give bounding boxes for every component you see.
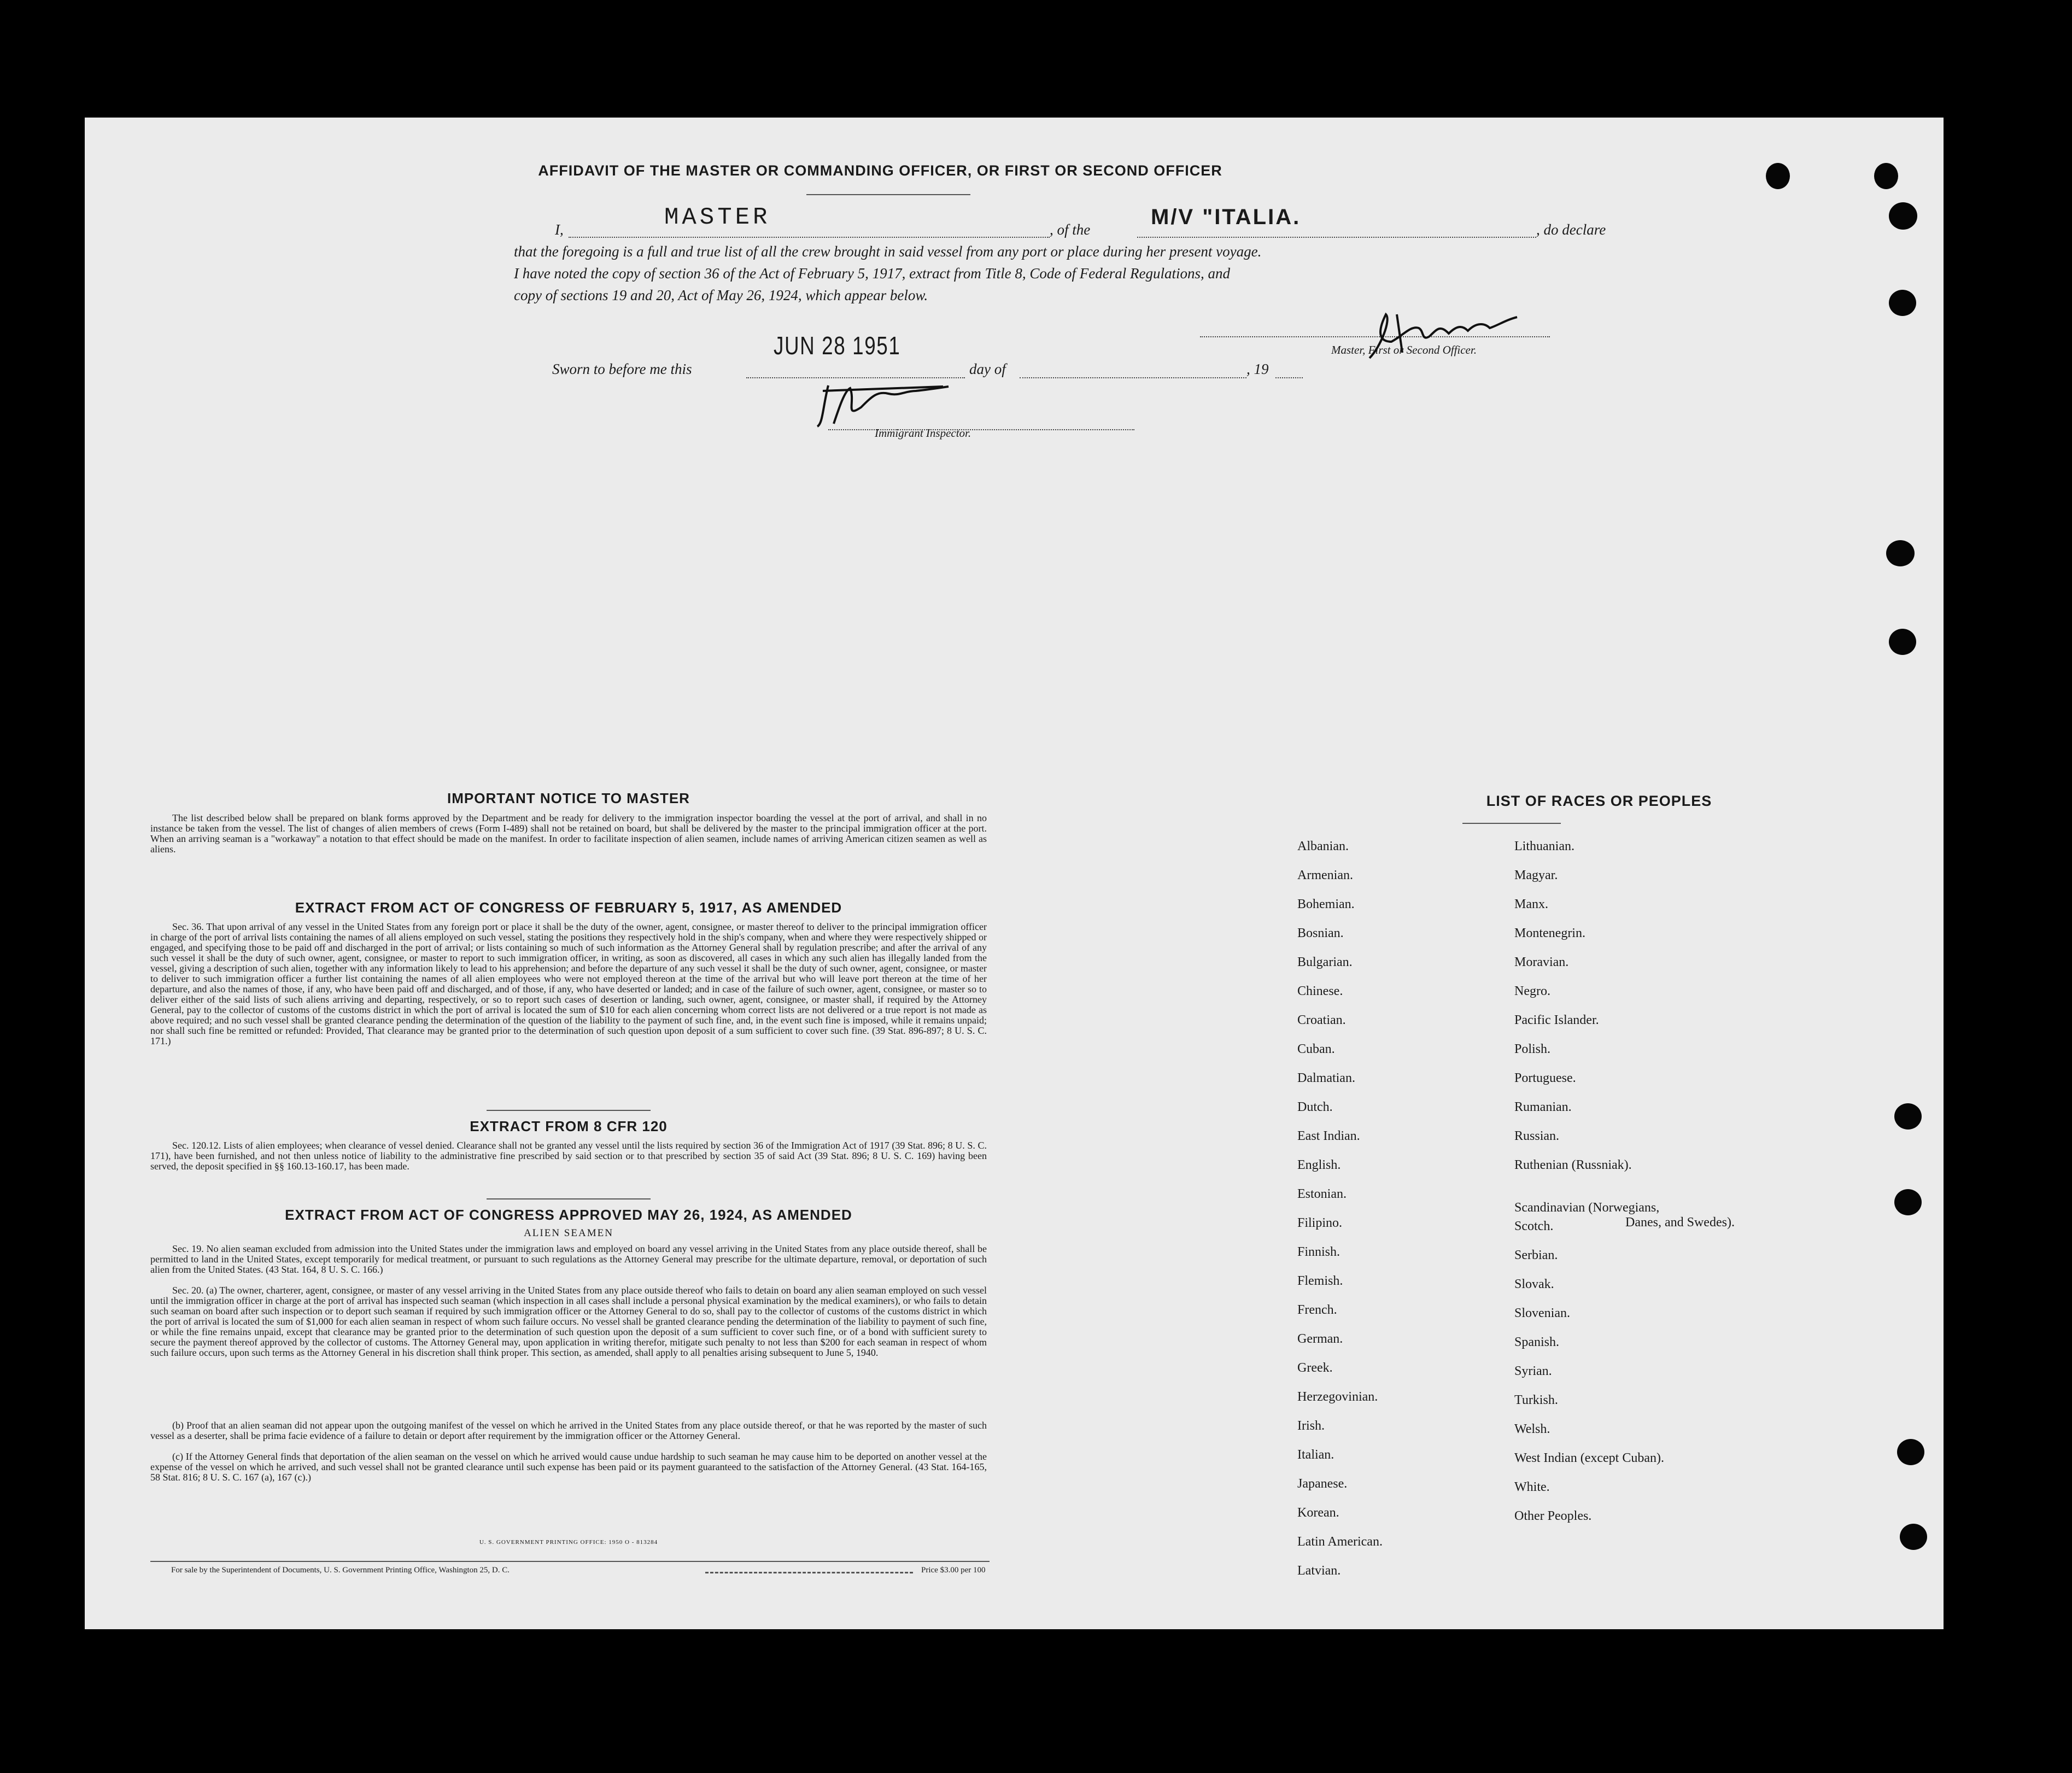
- race-item: Chinese.: [1297, 984, 1343, 998]
- race-item: Other Peoples.: [1514, 1509, 1592, 1523]
- race-item: Armenian.: [1297, 868, 1353, 882]
- footer-price: Price $3.00 per 100: [921, 1566, 986, 1575]
- divider: [487, 1198, 651, 1199]
- race-item: Dutch.: [1297, 1100, 1333, 1114]
- extract-1924-sec19: Sec. 19. No alien seaman excluded from admission into the United States under the immigration laws and employed on board any vessel arriving in the United States from any place outside thereof, shall be permitted to land in the United States, except temporarily for medical treatment, or pursuant to such regulations as the Attorney General may prescribe for the ultimate departure, removal, or deportation of such alien from the United States. (43 Stat. 164, 8 U. S. C. 166.): [150, 1243, 987, 1275]
- extract-1917-title: EXTRACT FROM ACT OF CONGRESS OF FEBRUARY 5, 1917, AS AMENDED: [295, 899, 842, 916]
- race-item: West Indian (except Cuban).: [1514, 1451, 1664, 1465]
- races-title: LIST OF RACES OR PEOPLES: [1486, 793, 1712, 809]
- race-item: White.: [1514, 1480, 1550, 1494]
- extract-1924-sec20a: Sec. 20. (a) The owner, charterer, agent, consignee, or master of any vessel arriving in the United States from any place outside thereof who fails to detain on board any alien seaman employed on such vessel until the immigration officer in charge at the port of arrival has inspected such seaman (which inspection in all cases shall include a personal physical examination by the medical examiners), or who fails to detain such seaman on board after such inspection or to deport such seaman if required by such immigration officer or the Attorney General to do so, shall pay to the collector of customs of the customs district in which the port of arrival is located the sum of $1,000 for each alien seaman in respect of whom such failure occurs. No vessel shall be granted clearance pending the determination of the liability to payment of such fine, or while the fine remains unpaid, except that clearance may be granted prior to the determination of such question upon the deposit of a sum sufficient to cover such fine, or of a bond with sufficient surety to secure the payment thereof approved by the collector of customs. The Attorney General may, upon application in writing therefor, mitigate such penalty to not less than $200 for each seaman in respect of whom such failure occurs, upon such terms as the Attorney General in his discretion shall think proper. This section, as amended, shall apply to all penalties arising subsequent to June 5, 1940.: [150, 1285, 987, 1358]
- extract-cfr-body: Sec. 120.12. Lists of alien employees; when clearance of vessel denied. Clearance shall not be granted any vessel until the lists required by section 36 of the Immigration Act of 1917 (39 Stat. 896; 8 U. S. C. 171), have been furnished, and not then unless notice of liability to the administrative fine prescribed by said section or to that prescribed by section 35 of said Act (39 Stat. 896; 8 U. S. C. 169) having been served, the deposit specified in §§ 160.13-160.17, has been made.: [150, 1140, 987, 1172]
- race-item: Scandinavian (Norwegians,: [1514, 1201, 1660, 1215]
- notice-body: The list described below shall be prepared on blank forms approved by the Department and be ready for delivery to the immigration inspector boarding the vessel at the port of arrival, and shall in no instance be taken from the vessel. The list of changes of alien members of crews (Form I-489) shall not be retained on board, but shall be delivered by the master to the principal immigration officer at the port. When an arriving seaman is a "workaway" a notation to that effect should be made on the manifest. In order to facilitate inspection of alien seamen, include names of arriving American citizen seamen as well as aliens.: [150, 812, 987, 855]
- footer-sale-note: For sale by the Superintendent of Documents, U. S. Government Printing Office, Washington 25, D. C.: [171, 1566, 510, 1575]
- binder-hole: [1894, 1103, 1922, 1130]
- race-item: Moravian.: [1514, 955, 1569, 969]
- race-item: Spanish.: [1514, 1335, 1560, 1349]
- race-item: Portuguese.: [1514, 1071, 1576, 1085]
- binder-hole: [1766, 163, 1790, 189]
- race-item: Welsh.: [1514, 1422, 1550, 1436]
- race-item: Irish.: [1297, 1419, 1325, 1433]
- race-item: Cuban.: [1297, 1042, 1335, 1056]
- race-item: English.: [1297, 1158, 1341, 1172]
- race-item: Croatian.: [1297, 1013, 1346, 1027]
- master-name-line: [569, 237, 1050, 238]
- race-item: Rumanian.: [1514, 1100, 1572, 1114]
- race-item: Finnish.: [1297, 1245, 1341, 1259]
- binder-hole: [1889, 202, 1917, 230]
- race-item: Slovenian.: [1514, 1306, 1570, 1320]
- extract-1924-title: EXTRACT FROM ACT OF CONGRESS APPROVED MAY 26, 1924, AS AMENDED: [285, 1207, 852, 1223]
- gpo-imprint: U. S. GOVERNMENT PRINTING OFFICE: 1950 O - 813284: [479, 1539, 658, 1546]
- extract-1924-sec20b: (b) Proof that an alien seaman did not appear upon the outgoing manifest of the vessel on which he arrived in the United States from any place outside thereof, or that he was reported by the master of such vessel as a deserter, shall be prima facie evidence of a failure to detain or deport after requirement by the immigration officer or the Attorney General.: [150, 1420, 987, 1441]
- race-item: Greek.: [1297, 1361, 1333, 1375]
- race-item: Turkish.: [1514, 1393, 1558, 1407]
- declaration-line-4: copy of sections 19 and 20, Act of May 26, 1924, which appear below.: [514, 287, 928, 303]
- race-item: Latin American.: [1297, 1535, 1383, 1549]
- race-item: Estonian.: [1297, 1187, 1347, 1201]
- affidavit-title: AFFIDAVIT OF THE MASTER OR COMMANDING OFFICER, OR FIRST OR SECOND OFFICER: [538, 162, 1222, 179]
- year-prefix: , 19: [1246, 361, 1269, 377]
- race-item: Ruthenian (Russniak).: [1514, 1158, 1632, 1172]
- do-declare-label: , do declare: [1536, 221, 1606, 238]
- divider: [806, 194, 970, 195]
- race-item: Italian.: [1297, 1448, 1334, 1462]
- master-name: MASTER: [664, 204, 771, 231]
- race-item: Flemish.: [1297, 1274, 1343, 1288]
- race-item: East Indian.: [1297, 1129, 1360, 1143]
- footer-leader: [705, 1572, 913, 1573]
- inspector-signature-line: [828, 429, 1134, 430]
- alien-seamen-subtitle: ALIEN SEAMEN: [524, 1227, 613, 1239]
- notice-title: IMPORTANT NOTICE TO MASTER: [447, 790, 690, 806]
- declaration-line-2: that the foregoing is a full and true list of all the crew brought in said vessel from any port or place during her present voyage.: [514, 243, 1262, 260]
- race-item: Filipino.: [1297, 1216, 1343, 1230]
- month-line: [1020, 377, 1246, 378]
- extract-cfr-title: EXTRACT FROM 8 CFR 120: [470, 1118, 668, 1134]
- race-item: Lithuanian.: [1514, 839, 1575, 853]
- of-the-label: , of the: [1050, 221, 1091, 238]
- race-item: Syrian.: [1514, 1364, 1552, 1378]
- race-item: Scotch.: [1514, 1219, 1554, 1233]
- vessel-line: [1137, 237, 1536, 238]
- year-line: [1275, 377, 1303, 378]
- binder-hole: [1894, 1189, 1922, 1215]
- race-item: Latvian.: [1297, 1564, 1341, 1578]
- divider: [487, 1110, 651, 1111]
- document-page: [85, 118, 1944, 1629]
- day-of-label: day of: [969, 361, 1006, 377]
- race-item: French.: [1297, 1303, 1337, 1317]
- race-item: Negro.: [1514, 984, 1550, 998]
- race-item: Montenegrin.: [1514, 926, 1585, 940]
- i-label: I,: [555, 221, 564, 238]
- race-item: Pacific Islander.: [1514, 1013, 1599, 1027]
- sworn-label: Sworn to before me this: [552, 361, 692, 377]
- divider: [1462, 823, 1561, 824]
- race-item: Polish.: [1514, 1042, 1551, 1056]
- date-stamp: JUN 28 1951: [774, 331, 901, 360]
- race-item: Bosnian.: [1297, 926, 1344, 940]
- race-item: Slovak.: [1514, 1277, 1554, 1291]
- vessel-name: M/V "ITALIA.: [1151, 205, 1301, 229]
- race-item: German.: [1297, 1332, 1343, 1346]
- race-item: Russian.: [1514, 1129, 1560, 1143]
- race-item: Magyar.: [1514, 868, 1558, 882]
- race-item: Danes, and Swedes).: [1625, 1215, 1735, 1230]
- race-item: Korean.: [1297, 1506, 1339, 1520]
- binder-hole: [1874, 163, 1898, 189]
- race-item: Herzegovinian.: [1297, 1390, 1378, 1404]
- binder-hole: [1889, 629, 1916, 655]
- race-item: Japanese.: [1297, 1477, 1348, 1491]
- footer-rule: [150, 1561, 990, 1562]
- race-item: Manx.: [1514, 897, 1548, 911]
- race-item: Serbian.: [1514, 1248, 1558, 1262]
- master-caption: Master, First or Second Officer.: [1331, 343, 1477, 356]
- inspector-caption: Immigrant Inspector.: [875, 426, 971, 440]
- binder-hole: [1900, 1524, 1927, 1550]
- extract-1924-sec20c: (c) If the Attorney General finds that deportation of the alien seaman on the vessel on which he arrived would cause undue hardship to such seaman he may cause him to be deported on another vessel at the expense of the vessel on which he arrived, and such vessel shall not be granted clearance until such expense has been paid or its payment guaranteed to the satisfaction of the Attorney General. (43 Stat. 164-165, 58 Stat. 816; 8 U. S. C. 167 (a), 167 (c).): [150, 1451, 987, 1483]
- race-item: Bulgarian.: [1297, 955, 1353, 969]
- binder-hole: [1886, 540, 1915, 566]
- binder-hole: [1897, 1439, 1924, 1465]
- declaration-line-3: I have noted the copy of section 36 of the Act of February 5, 1917, extract from Title 8, Code of Federal Regulations, and: [514, 265, 1231, 282]
- race-item: Dalmatian.: [1297, 1071, 1355, 1085]
- race-item: Albanian.: [1297, 839, 1349, 853]
- binder-hole: [1889, 290, 1916, 316]
- extract-1917-body: Sec. 36. That upon arrival of any vessel in the United States from any foreign port or place it shall be the duty of the owner, agent, consignee, or master thereof to deliver to the principal immigration officer in charge of the port of arrival lists containing the names of all aliens employed on such vessel, stating the positions they respectively hold in the ship's company, when and where they were respectively shipped or engaged, and specifying those to be paid off and discharged in the port of arrival; or lists containing so much of such information as the Attorney General shall by regulation prescribe; and after the arrival of any such vessel it shall be the duty of such owner, agent, consignee, or master to report to such immigration officer, in writing, as soon as discovered, all cases in which any such alien has illegally landed from the vessel, giving a description of such alien, together with any information likely to lead to his apprehension; and before the departure of any such vessel it shall be the duty of such owner, agent, consignee, or master to deliver to such immigration officer a further list containing the names of all alien employees who were not employed thereon at the time of the arrival but who will leave port thereon at the time of her departure, and also the names of those, if any, who have been paid off and discharged, and of those, if any, who have deserted or landed; and in case of the failure of such owner, agent, consignee, or master so to deliver either of the said lists of such aliens arriving and departing, respectively, or so to report such cases of desertion or landing, such owner, agent, consignee, or master shall, if required by the Attorney General, pay to the collector of customs of the customs district in which the port of arrival is located the sum of $10 for each alien concerning whom correct lists are not delivered or a true report is not made as above required; and no such vessel shall be granted clearance pending the determination of the question of the liability to the payment of such fine, and, in the event such fine is imposed, while it remains unpaid; nor shall such fine be remitted or refunded: Provided, That clearance may be granted prior to the determination of such question upon deposit of a sum sufficient to cover such fine. (39 Stat. 896-897; 8 U. S. C. 171.): [150, 921, 987, 1046]
- race-item: Bohemian.: [1297, 897, 1355, 911]
